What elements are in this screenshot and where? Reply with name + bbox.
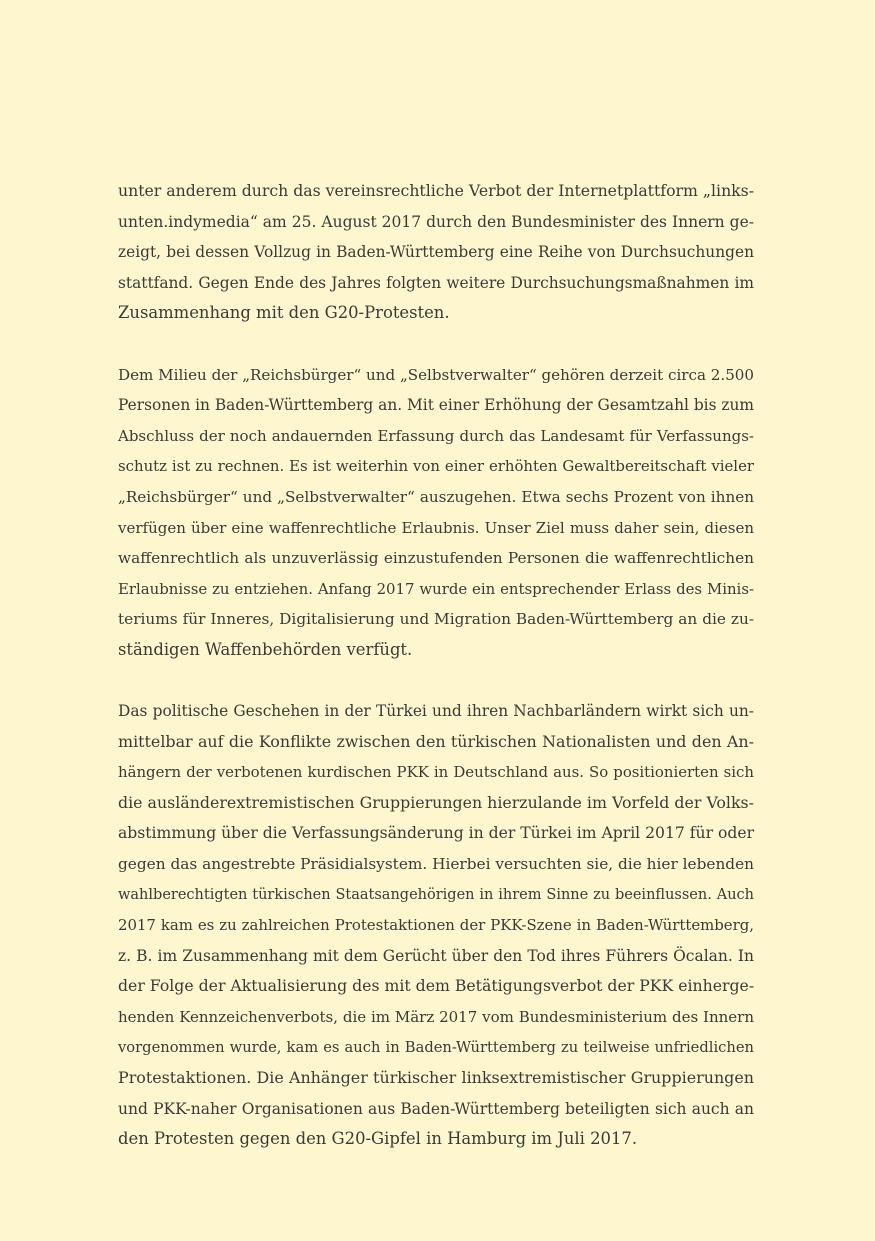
paragraph-tuerkei [118,696,754,1155]
text-line: Erlaubnisse zu entziehen. Anfang 2017 wurde ein entsprechender Erlass des Minis- [118,579,754,598]
text-line: stattfand. Gegen Ende des Jahres folgten weitere Durchsuchungsmaßnahmen im [118,273,754,292]
text-line: Personen in Baden-Württemberg an. Mit einer Erhöhung der Gesamtzahl bis zum [118,396,754,415]
text-line: waffenrechtlich als unzuverlässig einzustufenden Personen die waffenrechtlichen [118,549,754,568]
text-line: gegen das angestrebte Präsidialsystem. Hierbei versuchten sie, die hier lebenden [118,855,754,874]
text-line: Dem Milieu der „Reichsbürger“ und „Selbstverwalter“ gehören derzeit circa 2.500 [118,365,754,384]
text-line: vorgenommen wurde, kam es auch in Baden-Württemberg zu teilweise unfriedlichen [118,1038,754,1056]
text-line: den Protesten gegen den G20-Gipfel in Hamburg im Juli 2017. [118,1129,638,1149]
text-line: unten.indymedia“ am 25. August 2017 durch den Bundesminister des Innern ge- [118,212,754,231]
text-line: verfügen über eine waffenrechtliche Erlaubnis. Unser Ziel muss daher sein, diesen [118,518,754,537]
text-line: und PKK-naher Organisationen aus Baden-Württemberg beteiligten sich auch an [118,1099,754,1118]
text-column [118,176,754,1155]
text-line: ständigen Waffenbehörden verfügt. [118,639,413,659]
text-line: abstimmung über die Verfassungsänderung in der Türkei im April 2017 für oder [118,824,755,843]
text-line: Das politische Geschehen in der Türkei und ihren Nachbarländern wirkt sich un- [118,702,754,721]
text-line: mittelbar auf die Konflikte zwischen den türkischen Nationalisten und den An- [118,731,754,751]
text-line: z. B. im Zusammenhang mit dem Gerücht über den Tod ihres Führers Öcalan. In [118,946,754,965]
paragraph-gap [118,329,754,360]
text-line: wahlberechtigten türkischen Staatsangehörigen in ihrem Sinne zu beeinflussen. Auch [118,886,754,903]
text-line: Zusammenhang mit den G20-Protesten. [118,303,450,323]
text-line: schutz ist zu rechnen. Es ist weiterhin von einer erhöhten Gewaltbereitschaft vieler [118,457,754,476]
text-line: „Reichsbürger“ und „Selbstverwalter“ auszugehen. Etwa sechs Prozent von ihnen [118,487,754,506]
text-line: zeigt, bei dessen Vollzug in Baden-Württemberg eine Reihe von Durchsuchungen [118,243,754,262]
text-line: hängern der verbotenen kurdischen PKK in Deutschland aus. So positionierten sich [118,763,754,782]
text-line: die ausländerextremistischen Gruppierungen hierzulande im Vorfeld der Volks- [118,792,754,812]
paragraph-links-unten [118,176,754,329]
paragraph-reichsbuerger [118,360,754,666]
text-line: unter anderem durch das vereinsrechtliche Verbot der Internetplattform „links- [118,181,755,200]
text-line: 2017 kam es zu zahlreichen Protestaktionen der PKK-Szene in Baden-Württemberg, [118,916,754,935]
paragraph-gap [118,666,754,697]
text-line: Abschluss der noch andauernden Erfassung durch das Landesamt für Verfassungs- [118,426,754,445]
text-line: teriums für Inneres, Digitalisierung und Migration Baden-Württemberg an die zu- [118,610,754,629]
text-line: der Folge der Aktualisierung des mit dem Betätigungsverbot der PKK einherge- [118,976,755,996]
text-line: henden Kennzeichenverbots, die im März 2017 vom Bundesministerium des Innern [118,1008,754,1027]
text-line: Protestaktionen. Die Anhänger türkischer linksextremistischer Gruppierungen [118,1068,754,1088]
